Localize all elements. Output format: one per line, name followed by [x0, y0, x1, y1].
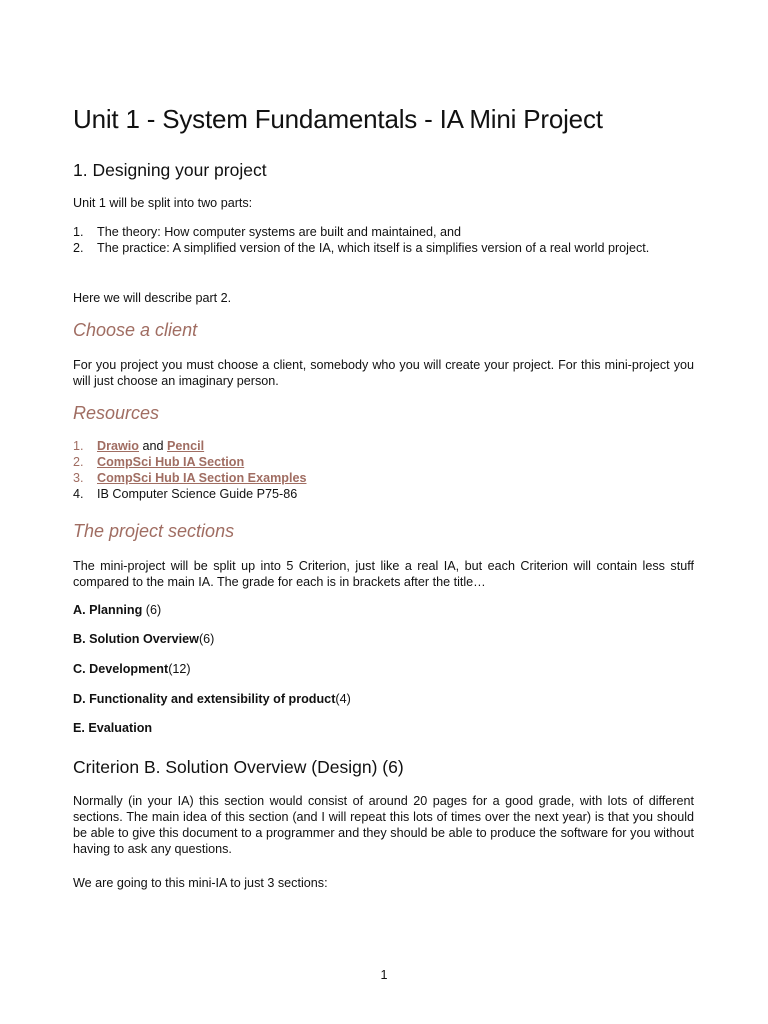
list-number: 3. — [73, 471, 84, 485]
parts-list — [73, 224, 694, 256]
list-item — [73, 454, 694, 470]
drawio-link[interactable]: Drawio — [97, 439, 139, 453]
client-paragraph: For you project you must choose a client, somebody who you will create your project. For this mini-project you will just choose an imaginary person. — [73, 358, 694, 388]
list-item — [73, 470, 694, 486]
page-number: 1 — [380, 968, 388, 982]
compsci-hub-examples-link[interactable]: CompSci Hub IA Section Examples — [97, 471, 307, 485]
section-heading-resources: Resources — [73, 403, 160, 423]
criterion-marks: (6) — [142, 603, 162, 617]
pencil-link[interactable]: Pencil — [167, 439, 205, 453]
project-sections-paragraph: The mini-project will be split up into 5 Criterion, just like a real IA, but each Criterion will contain less stuff compared to the main IA. The grade for each is in brackets after the title… — [73, 559, 694, 589]
criterion-label: C. Development — [73, 662, 169, 676]
list-number: 1. — [73, 225, 84, 239]
list-item — [73, 240, 694, 256]
intro-paragraph: Unit 1 will be split into two parts: — [73, 196, 253, 210]
criterion-c — [73, 662, 191, 676]
list-number: 4. — [73, 487, 84, 501]
criterion-label: A. Planning — [73, 603, 143, 617]
list-text: IB Computer Science Guide P75-86 — [97, 487, 298, 501]
criterion-marks: (6) — [198, 632, 215, 646]
compsci-hub-ia-link[interactable]: CompSci Hub IA Section — [97, 455, 245, 469]
sections-line: We are going to this mini-IA to just 3 sections: — [73, 876, 328, 890]
criterion-label: B. Solution Overview — [73, 632, 199, 646]
criterion-marks: (12) — [168, 662, 191, 676]
describe-paragraph: Here we will describe part 2. — [73, 291, 232, 305]
list-text: The practice: A simplified version of the IA, which itself is a simplifies version of a real world project. — [97, 241, 650, 255]
criterion-a — [73, 603, 161, 617]
criterion-marks: (4) — [335, 692, 351, 706]
criterion-b-paragraph: Normally (in your IA) this section would consist of around 20 pages for a good grade, with lots of different sections. The main idea of this section (and I will repeat this lots of times over the next year) is that you should be able to give this document to a programmer and they should be able to produce the software for you without having to ask any questions. — [73, 794, 694, 856]
section-heading-criterion-b: Criterion B. Solution Overview (Design) (6) — [73, 757, 404, 777]
page-title: Unit 1 - System Fundamentals - IA Mini Project — [73, 104, 603, 134]
criterion-e — [73, 721, 152, 735]
list-number: 1. — [73, 439, 84, 453]
section-heading-designing: 1. Designing your project — [73, 160, 267, 180]
resources-list — [73, 438, 694, 502]
list-item — [73, 486, 694, 502]
criterion-label: E. Evaluation — [73, 721, 153, 735]
list-number: 2. — [73, 241, 84, 255]
list-item — [73, 438, 694, 454]
criterion-b — [73, 632, 214, 646]
list-text: The theory: How computer systems are built and maintained, and — [97, 225, 462, 239]
section-heading-project-sections: The project sections — [73, 521, 235, 541]
list-item — [73, 224, 694, 240]
list-number: 2. — [73, 455, 84, 469]
list-joiner: and — [139, 439, 168, 453]
criterion-d — [73, 692, 351, 706]
criterion-label: D. Functionality and extensibility of product — [73, 692, 336, 706]
section-heading-choose-client: Choose a client — [73, 320, 198, 340]
